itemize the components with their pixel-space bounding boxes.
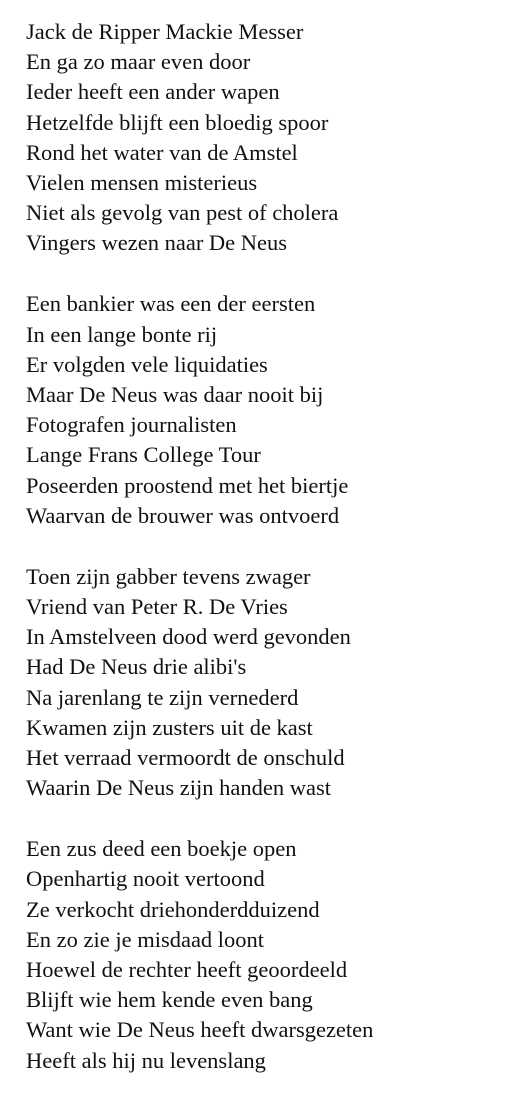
poem-line: In een lange bonte rij xyxy=(26,321,218,347)
poem-line: Vielen mensen misterieus xyxy=(26,170,258,196)
poem-line: Lange Frans College Tour xyxy=(26,442,261,468)
poem-line: Toen zijn gabber tevens zwager xyxy=(26,563,311,589)
poem-line: Waarin De Neus zijn handen wast xyxy=(26,775,331,801)
poem-line: Heeft als hij nu levenslang xyxy=(26,1047,266,1073)
poem-text xyxy=(26,17,506,1076)
stanza-2 xyxy=(26,289,506,531)
poem-line: In Amstelveen dood werd gevonden xyxy=(26,624,351,650)
poem-line: Er volgden vele liquidaties xyxy=(26,351,268,377)
poem-line: Rond het water van de Amstel xyxy=(26,139,298,165)
stanza-4 xyxy=(26,834,506,1076)
poem-line: Poseerden proostend met het biertje xyxy=(26,472,349,498)
poem-line: Jack de Ripper Mackie Messer xyxy=(26,19,304,44)
stanza-1 xyxy=(26,17,506,259)
poem-line: Had De Neus drie alibi's xyxy=(26,654,247,680)
poem-line: Fotografen journalisten xyxy=(26,412,237,438)
poem-line: Na jarenlang te zijn vernederd xyxy=(26,684,299,710)
poem-line: Blijft wie hem kende even bang xyxy=(26,987,313,1013)
poem-line: Ieder heeft een ander wapen xyxy=(26,79,280,105)
stanza-3 xyxy=(26,562,506,804)
poem-line: En zo zie je misdaad loont xyxy=(26,926,265,952)
poem-line: Het verraad vermoordt de onschuld xyxy=(26,745,345,771)
poem-line: Vriend van Peter R. De Vries xyxy=(26,594,288,620)
poem-line: Niet als gevolg van pest of cholera xyxy=(26,200,339,226)
poem-line: Een zus deed een boekje open xyxy=(26,836,297,862)
poem-line: Want wie De Neus heeft dwarsgezeten xyxy=(26,1017,374,1043)
poem-line: Ze verkocht driehonderdduizend xyxy=(26,896,320,922)
poem-line: Hetzelfde blijft een bloedig spoor xyxy=(26,109,329,135)
poem-line: Vingers wezen naar De Neus xyxy=(26,230,288,256)
poem-line: Maar De Neus was daar nooit bij xyxy=(26,382,324,408)
poem-line: Kwamen zijn zusters uit de kast xyxy=(26,714,313,740)
poem-line: Openhartig nooit vertoond xyxy=(26,866,265,892)
poem-line: Hoewel de rechter heeft geoordeeld xyxy=(26,957,348,983)
poem-line: En ga zo maar even door xyxy=(26,49,251,75)
poem-line: Waarvan de brouwer was ontvoerd xyxy=(26,502,340,528)
poem-line: Een bankier was een der eersten xyxy=(26,291,316,317)
